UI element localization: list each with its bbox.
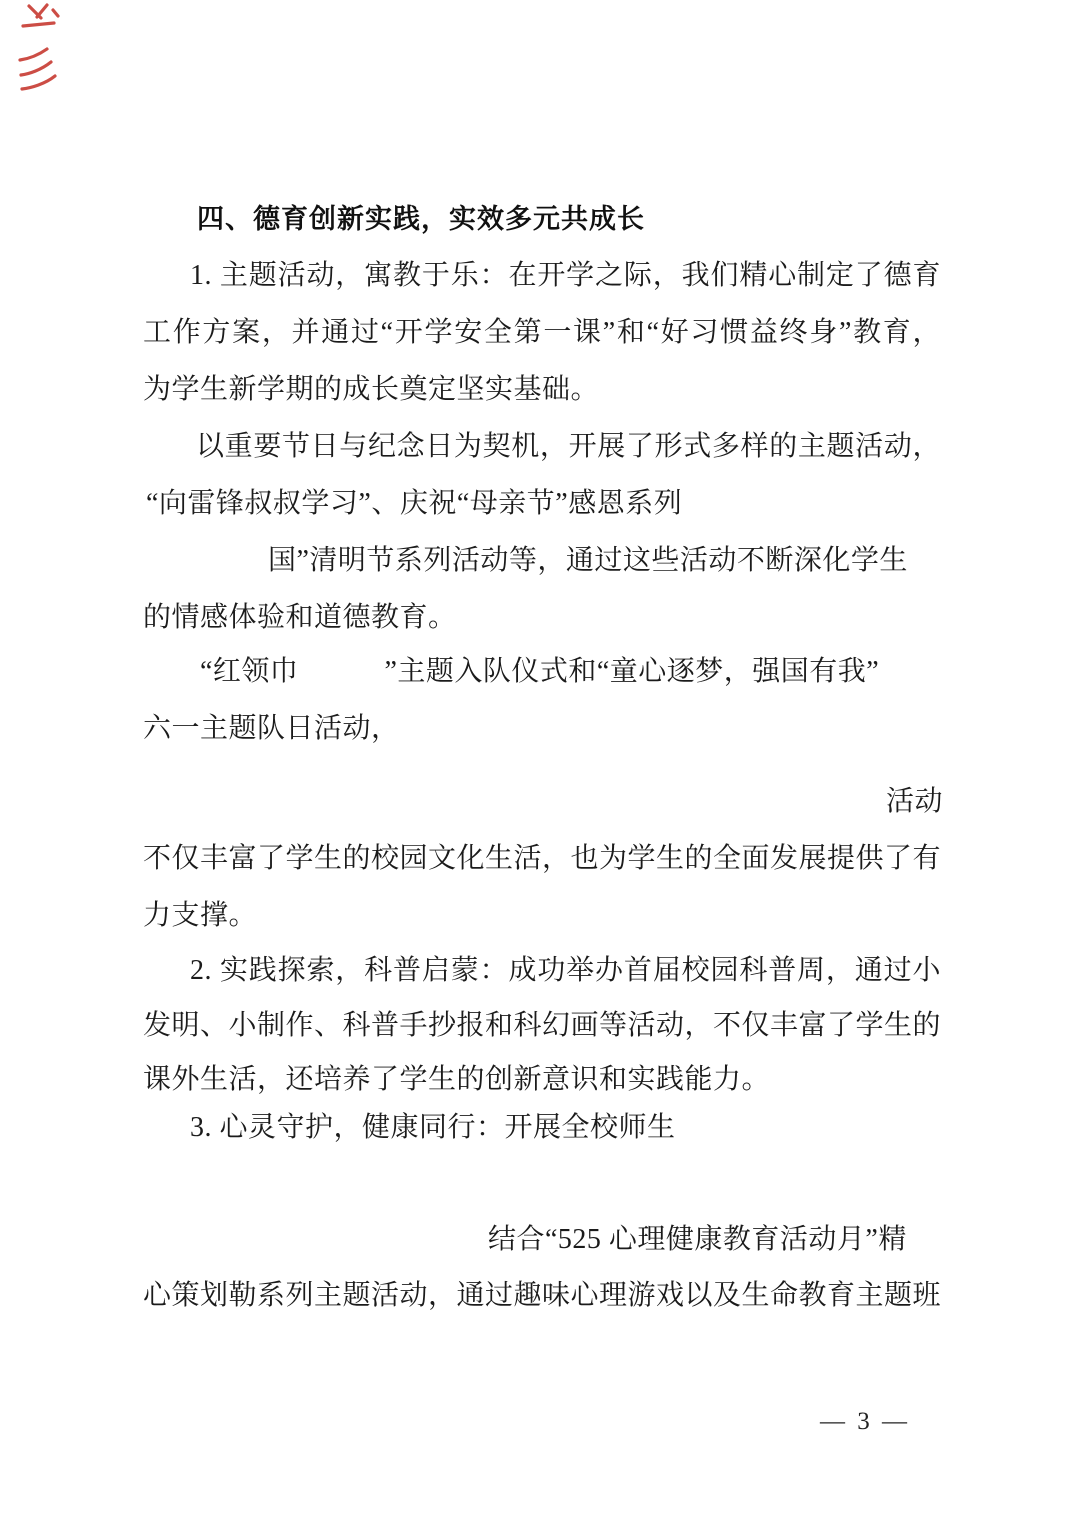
para1-line1: 1. 主题活动，寓教于乐：在开学之际，我们精心制定了德育 — [190, 260, 941, 291]
para3-line2: 六一主题队日活动， — [143, 713, 400, 744]
section-heading: 四、德育创新实践，实效多元共成长 — [197, 204, 645, 234]
para3-line5: 不仅丰富了学生的校园文化生活，也为学生的全面发展提供了有 — [143, 843, 942, 874]
para1-line2: 工作方案，并通过“开学安全第一课”和“好习惯益终身”教育， — [143, 317, 941, 348]
para2-line2: “向雷锋叔叔学习”、庆祝“母亲节”感恩系列 — [146, 488, 683, 519]
para5-line1: 3. 心灵守护，健康同行：开展全校师生 — [190, 1112, 676, 1143]
para5-line3: 结合“525 心理健康教育活动月”精 — [488, 1224, 907, 1255]
para3-line6: 力支撑。 — [143, 900, 258, 931]
red-stamp-fragment-top — [20, 2, 62, 32]
para2-line3: 国”清明节系列活动等，通过这些活动不断深化学生 — [268, 545, 908, 576]
orphan-word-line: 活动 — [886, 786, 944, 817]
para4-line1: 2. 实践探索，科普启蒙：成功举办首届校园科普周，通过小 — [190, 955, 941, 986]
page-number: — 3 — — [820, 1408, 910, 1435]
para4-line3: 课外生活，还培养了学生的创新意识和实践能力。 — [143, 1064, 771, 1095]
para3-line1-prefix: “红领巾 — [200, 656, 299, 687]
redacted-gap — [298, 679, 384, 680]
para5-line4: 心策划勒系列主题活动，通过趣味心理游戏以及生命教育主题班 — [143, 1280, 942, 1311]
red-stamp-fragment-bottom — [17, 46, 61, 92]
para3-line1 — [200, 654, 879, 690]
para2-line4: 的情感体验和道德教育。 — [143, 602, 457, 633]
para4-line2: 发明、小制作、科普手抄报和科幻画等活动，不仅丰富了学生的 — [143, 1010, 942, 1041]
para1-line3: 为学生新学期的成长奠定坚实基础。 — [143, 374, 600, 405]
para3-line1-suffix: ”主题入队仪式和“童心逐梦，强国有我” — [384, 656, 880, 687]
para2-line1: 以重要节日与纪念日为契机，开展了形式多样的主题活动， — [196, 431, 941, 462]
